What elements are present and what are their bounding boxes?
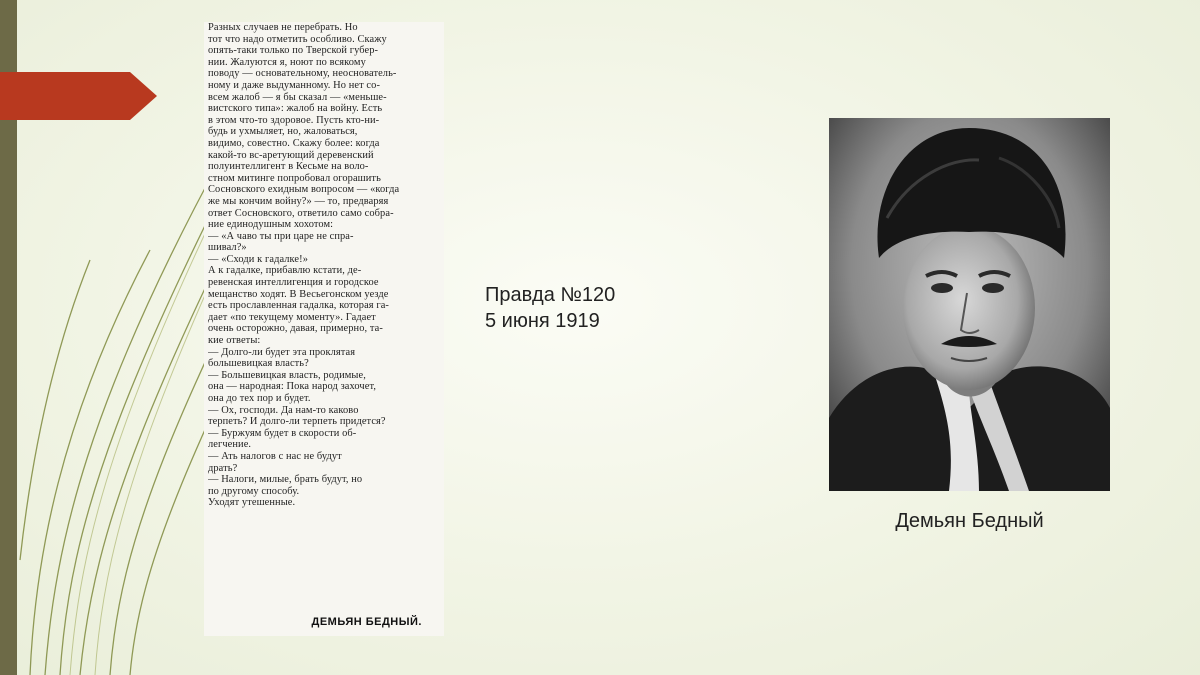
- clipping-line: мещанство ходят. В Весьегонском уезде: [208, 288, 389, 300]
- clipping-line: вистского типа»: жалоб на войну. Есть: [208, 103, 383, 115]
- clipping-line: шивал?»: [208, 242, 247, 254]
- clipping-line: ному и даже выдуманному. Но нет со-: [208, 79, 381, 91]
- clipping-line: тот что надо отметить особливо. Скажу: [208, 33, 387, 45]
- clipping-line: будь и ухмыляет, но, жаловаться,: [208, 126, 358, 138]
- clipping-line: поводу — основательному, неоснователь-: [208, 68, 397, 80]
- clipping-line: она — народная: Пока народ захочет,: [208, 381, 377, 393]
- clipping-line: очень осторожно, давая, примерно, та-: [208, 323, 383, 335]
- clipping-line: она до тех пор и будет.: [208, 393, 311, 404]
- clipping-line: какой-то вс-аретующий деревенский: [208, 149, 374, 161]
- clipping-line: стном митинге попробовал огорашить: [208, 172, 381, 184]
- clipping-line: по другому способу.: [208, 485, 300, 497]
- clipping-line: драть?: [208, 462, 238, 474]
- clipping-line: Сосновского ехидным вопросом — «когда: [208, 184, 400, 196]
- red-arrow-icon: [0, 72, 157, 120]
- clipping-line: — Буржуям будет в скорости об-: [208, 427, 357, 439]
- clipping-line: полуинтеллигент в Кесьме на воло-: [208, 161, 369, 173]
- clipping-line: терпеть? И долго-ли терпеть придется?: [208, 416, 386, 428]
- clipping-line: кие ответы:: [208, 335, 261, 347]
- clipping-line: ревенская интеллигенция и городское: [208, 277, 379, 289]
- clipping-line: — Большевицкая власть, родимые,: [208, 369, 366, 381]
- clipping-line: ние единодушным хохотом:: [208, 219, 334, 231]
- caption-line-1: Правда №120: [485, 284, 616, 306]
- clipping-line: — «А чаво ты при царе не спра-: [208, 230, 354, 242]
- clipping-line: — Долго-ли будет эта проклятая: [208, 346, 356, 358]
- clipping-line: — «Сходи к гадалке!»: [208, 253, 309, 265]
- clipping-line: всем жалоб — я бы сказал — «меньше-: [208, 91, 387, 103]
- clipping-line: в этом что-то здоровое. Пусть кто-ни-: [208, 114, 380, 126]
- clipping-line: — Налоги, милые, брать будут, но: [208, 474, 363, 486]
- clipping-line: Разных случаев не перебрать. Но: [208, 22, 358, 33]
- clipping-line: нии. Жалуются я, ноют по всякому: [208, 56, 366, 68]
- clipping-line: же мы кончим войну?» — то, предваряя: [208, 195, 389, 207]
- clipping-line: — Ать налогов с нас не будут: [208, 450, 342, 462]
- clipping-line: большевицкая власть?: [208, 358, 309, 370]
- newspaper-clipping: [204, 22, 444, 636]
- slide-caption: [485, 282, 615, 334]
- portrait-photo: [829, 118, 1110, 491]
- clipping-line: ответ Сосновского, ответило само собра-: [208, 207, 394, 219]
- clipping-line: дает «по текущему моменту». Гадает: [208, 311, 376, 323]
- clipping-line: опять-таки только по Тверской губер-: [208, 45, 379, 57]
- clipping-line: — Ох, господи. Да нам-то каково: [208, 404, 359, 416]
- caption-line-2: 5 июня 1919: [485, 310, 600, 332]
- clipping-line: А к гадалке, прибавлю кстати, де-: [208, 265, 362, 277]
- clipping-text: [208, 22, 440, 509]
- portrait-image: [829, 118, 1110, 491]
- clipping-signature: ДЕМЬЯН БЕДНЫЙ.: [311, 616, 422, 628]
- clipping-line: легчение.: [208, 439, 252, 451]
- clipping-line: есть прославленная гадалка, которая га-: [208, 300, 389, 312]
- clipping-line: видимо, совестно. Скажу более: когда: [208, 137, 380, 149]
- photo-caption: Демьян Бедный: [895, 510, 1044, 532]
- clipping-line: Уходят утешенные.: [208, 497, 296, 509]
